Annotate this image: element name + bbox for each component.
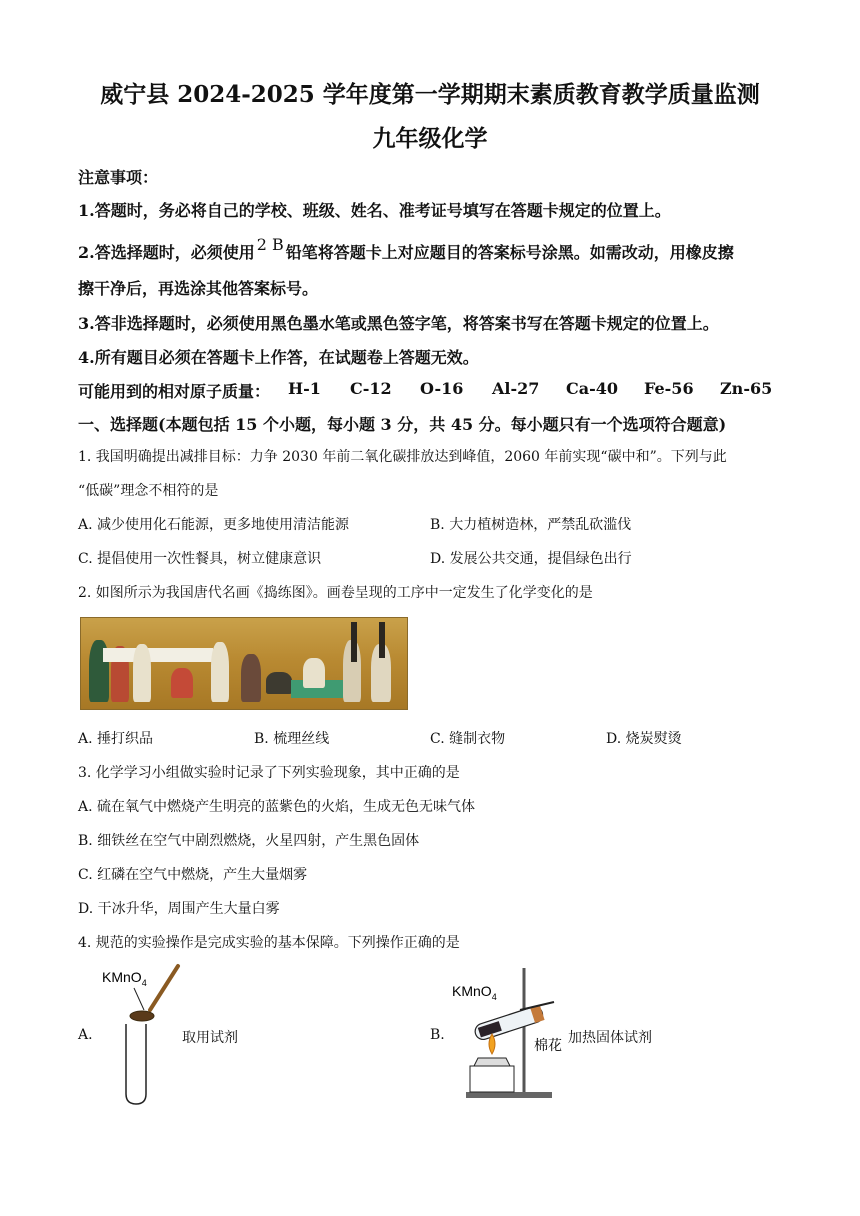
q1-option-a: A. 减少使用化石能源，更多地使用清洁能源 <box>78 517 350 533</box>
q4-stem: 4. 规范的实验操作是完成实验的基本保障。下列操作正确的是 <box>78 935 460 951</box>
note-2 <box>78 235 734 263</box>
q3-option-c: C. 红磷在空气中燃烧，产生大量烟雾 <box>78 867 308 883</box>
kmno4-label-a: KMnO$_4$ <box>102 969 147 988</box>
atomic-mass-label: 可能用到的相对原子质量： <box>78 382 271 401</box>
note-4: 4.所有题目必须在答题卡上作答，在试题卷上答题无效。 <box>78 348 479 367</box>
note-2-continued: 擦干净后，再选涂其他答案标号。 <box>78 279 319 298</box>
q2-option-a: A. 捶打织品 <box>78 731 154 747</box>
q4-option-a-caption: 取用试剂 <box>182 1030 238 1046</box>
test-tube-spoon-diagram <box>98 960 188 1105</box>
q4-option-b-caption: 加热固体试剂 <box>568 1030 652 1046</box>
q3-option-a: A. 硫在氧气中燃烧产生明亮的蓝紫色的火焰，生成无色无味气体 <box>78 799 476 815</box>
heating-apparatus-diagram <box>448 966 568 1102</box>
q1-option-b: B. 大力植树造林，严禁乱砍滥伐 <box>430 517 632 533</box>
atomic-mass-c: C-12 <box>350 379 392 398</box>
note-2-pencil: 2 B <box>256 235 284 254</box>
atomic-mass-h: H-1 <box>288 379 321 398</box>
daolian-painting-image <box>80 617 408 710</box>
note-2-pre: 2.答选择题时，必须使用 <box>78 243 255 262</box>
atomic-mass-zn: Zn-65 <box>720 379 773 398</box>
cotton-label: 棉花 <box>534 1037 562 1053</box>
q2-option-b: B. 梳理丝线 <box>254 731 330 747</box>
kmno4-label-b: KMnO$_4$ <box>452 983 497 1002</box>
exam-subject: 九年级化学 <box>372 125 488 152</box>
q2-option-d: D. 烧炭熨烫 <box>606 731 682 747</box>
q3-option-d: D. 干冰升华，周围产生大量白雾 <box>78 901 280 917</box>
note-2-post: 铅笔将答题卡上对应题目的答案标号涂黑。如需改动，用橡皮擦 <box>285 243 734 262</box>
q3-option-b: B. 细铁丝在空气中剧烈燃烧，火星四射，产生黑色固体 <box>78 833 420 849</box>
q1-option-c: C. 提倡使用一次性餐具，树立健康意识 <box>78 551 322 567</box>
q4-option-a-letter: A. <box>78 1027 93 1043</box>
atomic-mass-fe: Fe-56 <box>644 379 694 398</box>
atomic-mass-ca: Ca-40 <box>566 379 619 398</box>
q1-stem-line2: “低碳”理念不相符的是 <box>78 483 219 499</box>
notes-heading: 注意事项： <box>78 168 159 187</box>
q3-stem: 3. 化学学习小组做实验时记录了下列实验现象，其中正确的是 <box>78 765 460 781</box>
atomic-mass-al: Al-27 <box>492 379 540 398</box>
section-1-heading: 一、选择题(本题包括 15 个小题，每小题 3 分，共 45 分。每小题只有一个选项符合题意) <box>78 415 727 434</box>
exam-title: 威宁县 2024-2025 学年度第一学期期末素质教育教学质量监测 <box>100 81 760 108</box>
q2-stem: 2. 如图所示为我国唐代名画《捣练图》。画卷呈现的工序中一定发生了化学变化的是 <box>78 585 593 601</box>
atomic-mass-o: O-16 <box>420 379 464 398</box>
q2-option-c: C. 缝制衣物 <box>430 731 506 747</box>
q1-stem-line1: 1. 我国明确提出减排目标：力争 2030 年前二氧化碳排放达到峰值，2060 年前实现“碳中和”。下列与此 <box>78 449 727 465</box>
note-1: 1.答题时，务必将自己的学校、班级、姓名、准考证号填写在答题卡规定的位置上。 <box>78 201 671 220</box>
q1-option-d: D. 发展公共交通，提倡绿色出行 <box>430 551 632 567</box>
note-3: 3.答非选择题时，必须使用黑色墨水笔或黑色签字笔，将答案书写在答题卡规定的位置上。 <box>78 314 719 333</box>
q4-option-b-letter: B. <box>430 1027 445 1043</box>
